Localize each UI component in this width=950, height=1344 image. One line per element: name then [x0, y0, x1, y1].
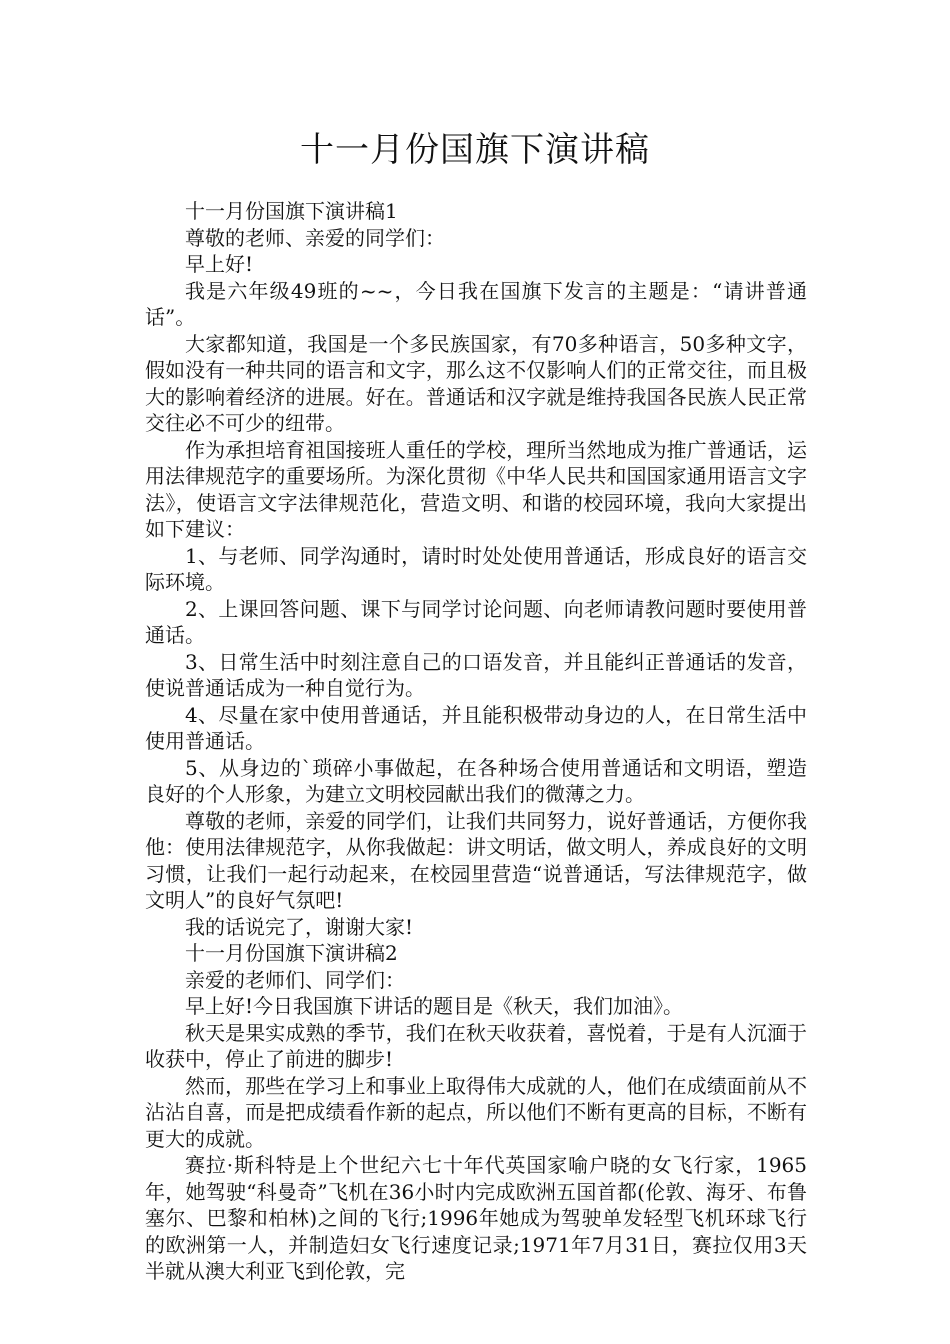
- document-title: 十一月份国旗下演讲稿: [300, 130, 650, 170]
- paragraph: 尊敬的老师、亲爱的同学们：: [185, 225, 445, 250]
- paragraph: 我是六年级49班的~~，今日我在国旗下发言的主题是：“请讲普通话”。: [145, 278, 807, 329]
- paragraph: 1、与老师、同学沟通时，请时时处处使用普通话，形成良好的语言交际环境。: [145, 543, 807, 594]
- paragraph: 作为承担培育祖国接班人重任的学校，理所当然地成为推广普通话，运用法律规范字的重要场所。为深化贯彻《中华人民共和国国家通用语言文字法》，使语言文字法律规范化，营造文明、和谐的校园环境，我向大家提出如下建议：: [145, 437, 807, 541]
- paragraph: 十一月份国旗下演讲稿1: [185, 199, 398, 223]
- paragraph: 大家都知道，我国是一个多民族国家，有70多种语言，50多种文字，假如没有一种共同的语言和文字，那么这不仅影响人们的正常交往，而且极大的影响着经济的进展。好在。普通话和汉字就是维持我国各民族人民正常交往必不可少的纽带。: [145, 331, 807, 435]
- paragraph: 早上好!: [185, 252, 254, 276]
- paragraph: 然而，那些在学习上和事业上取得伟大成就的人，他们在成绩面前从不沾沾自喜，而是把成绩看作新的起点，所以他们不断有更高的目标，不断有更大的成就。: [145, 1073, 807, 1151]
- paragraph: 3、日常生活中时刻注意自己的口语发音，并且能纠正普通话的发音，使说普通话成为一种自觉行为。: [145, 649, 807, 700]
- paragraph: 秋天是果实成熟的季节，我们在秋天收获着，喜悦着，于是有人沉湎于收获中，停止了前进的脚步!: [145, 1020, 807, 1071]
- paragraph: 十一月份国旗下演讲稿2: [185, 941, 398, 965]
- paragraph: 早上好!今日我国旗下讲话的题目是《秋天，我们加油》。: [185, 994, 684, 1018]
- paragraph: 5、从身边的`琐碎小事做起，在各种场合使用普通话和文明语，塑造良好的个人形象，为建立文明校园献出我们的微薄之力。: [145, 755, 807, 806]
- paragraph: 尊敬的老师，亲爱的同学们，让我们共同努力，说好普通话，方便你我他：使用法律规范字，从你我做起：讲文明话，做文明人，养成良好的文明习惯，让我们一起行动起来，在校园里营造“说普通话，写法律规范字，做文明人”的良好气氛吧!: [145, 808, 807, 912]
- document-body: [145, 198, 807, 1285]
- paragraph: 4、尽量在家中使用普通话，并且能积极带动身边的人，在日常生活中使用普通话。: [145, 702, 807, 753]
- paragraph: 我的话说完了，谢谢大家!: [185, 914, 414, 939]
- paragraph: 赛拉·斯科特是上个世纪六七十年代英国家喻户晓的女飞行家，1965年，她驾驶“科曼奇”飞机在36小时内完成欧洲五国首都(伦敦、海牙、布鲁塞尔、巴黎和柏林)之间的飞行;1996年她成为驾驶单发轻型飞机环球飞行的欧洲第一人，并制造妇女飞行速度记录;1971年7月31日，赛拉仅用3天半就从澳大利亚飞到伦敦，完: [145, 1153, 807, 1283]
- paragraph: 2、上课回答问题、课下与同学讨论问题、向老师请教问题时要使用普通话。: [145, 596, 807, 647]
- paragraph: 亲爱的老师们、同学们：: [185, 967, 405, 992]
